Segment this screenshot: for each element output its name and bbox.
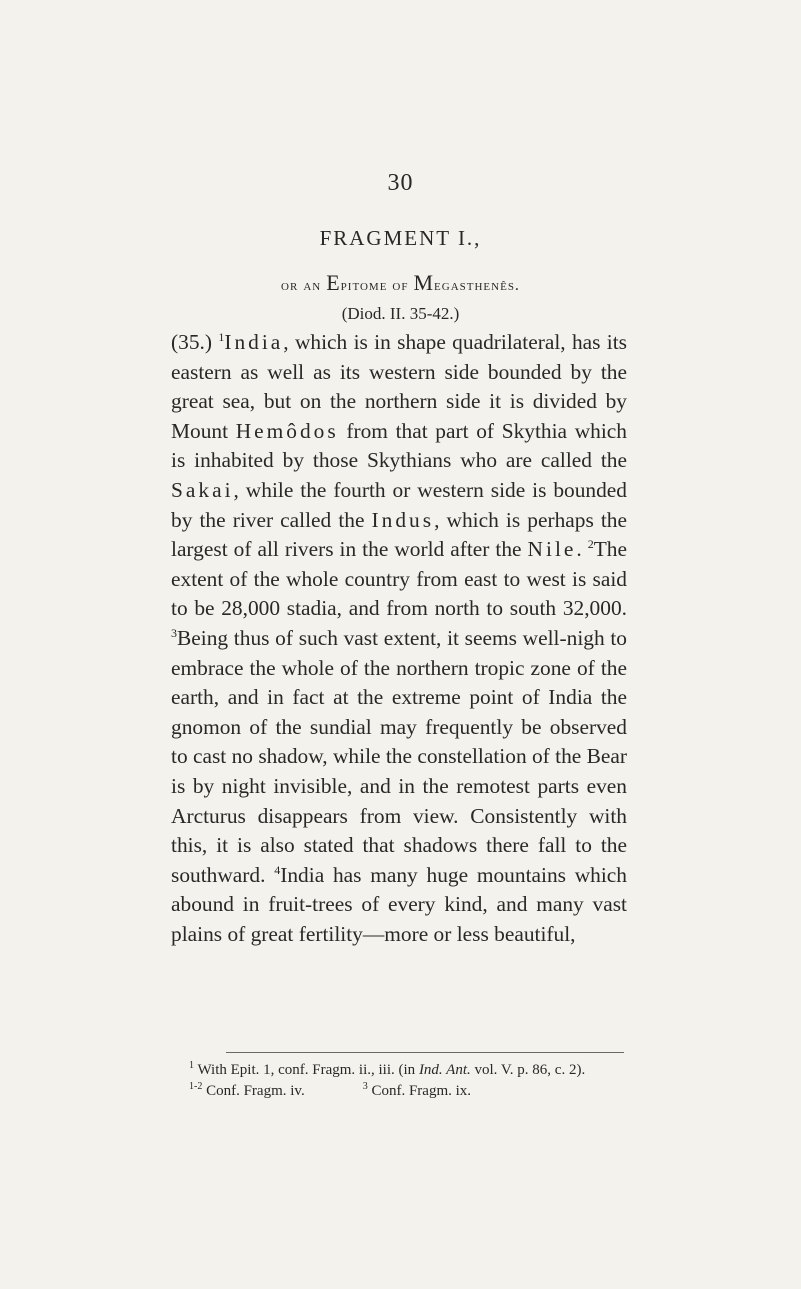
spaced-name: Sakai	[171, 477, 234, 502]
footnote-mark: 1-2	[189, 1081, 203, 1092]
subheading-initial: E	[326, 270, 341, 295]
fragment-subheading	[0, 270, 801, 296]
text-run: , while the fourth or western side is bounded by the river called the	[171, 477, 627, 532]
footnote-text: Conf. Fragm. iv.	[202, 1083, 305, 1099]
spaced-name: Hemôdos	[235, 418, 339, 443]
subheading-initial: M	[413, 270, 435, 295]
footnote-rule	[226, 1052, 624, 1053]
footnote	[171, 1060, 627, 1081]
text-run: The extent of the whole country from east to west is said to be 28,000 stadia, and from north to south 32,000.	[171, 537, 627, 621]
text-run: , which is perhaps the largest of all rivers in the world after the	[171, 507, 627, 562]
subheading-part: or an	[281, 277, 327, 294]
note-ref: 2	[587, 537, 594, 552]
footnotes	[171, 1060, 627, 1102]
text-run: , which is in shape quadrilateral, has its eastern as well as its western side bounded by the great sea, but on the northern side it is divided by Mount	[171, 330, 627, 443]
spaced-name: Indus	[371, 507, 435, 532]
footnote-mark: 3	[362, 1081, 368, 1092]
footnote	[171, 1081, 627, 1102]
footnote-mark: 1	[189, 1060, 194, 1071]
page-number: 30	[387, 170, 414, 196]
footnote-text: vol. V. p. 86, c. 2).	[470, 1062, 586, 1078]
body-paragraph	[171, 328, 627, 949]
footnote-journal: Ind. Ant.	[418, 1062, 471, 1078]
text-run: from that part of Skythia which is inhabited by those Skythians who are called the	[171, 418, 627, 473]
footnote-text: With Epit. 1, conf. Fragm. ii., iii. (in	[194, 1062, 419, 1078]
text-run: .	[576, 537, 588, 562]
footnote-text: Conf. Fragm. ix.	[367, 1083, 472, 1099]
text-run: India has many huge mountains which abound in fruit-trees of every kind, and many vast plains of great fertility—more or less beautiful,	[171, 862, 627, 946]
subheading-part: egasthenês.	[434, 277, 520, 294]
fragment-heading: FRAGMENT I.,	[319, 226, 482, 250]
spaced-name: Nile	[527, 537, 577, 562]
section-number: (35.)	[171, 330, 212, 354]
text-run: Being thus of such vast extent, it seems well-nigh to embrace the whole of the northern tropic zone of the earth, and in fact at the extreme point of India the gnomon of the sundial may frequently be observed to cast no shadow, while the constellation of the Bear is by night invisible, and in the remotest parts even Arcturus disappears from view. Consistently with this, it is also stated that shadows there fall to the southward.	[171, 625, 628, 887]
note-ref: 4	[274, 862, 281, 877]
body-text	[171, 328, 627, 949]
note-ref: 1	[218, 330, 225, 344]
subheading-part: pitome of	[340, 277, 414, 294]
source-citation: (Diod. II. 35-42.)	[341, 304, 460, 323]
note-ref: 3	[171, 625, 177, 640]
spaced-name: India	[224, 330, 284, 354]
